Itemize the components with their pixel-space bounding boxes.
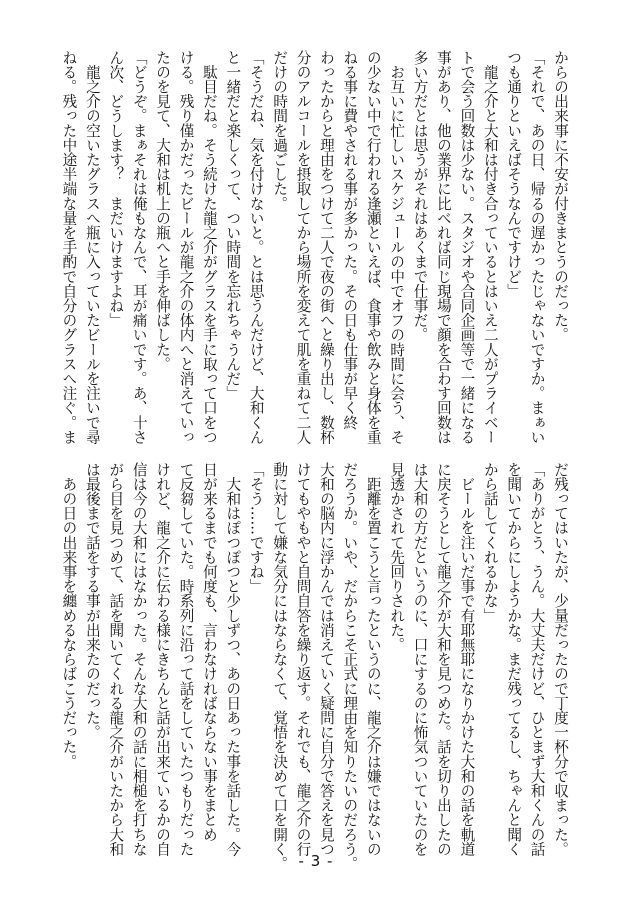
text-line: て反芻していた。時系列に沿って話をしていたつもりだった (177, 462, 195, 857)
text-line: だろうか。いや、だからこそ正式に理由を知りたいのだろう。 (341, 462, 359, 871)
text-line: 距離を置こうと言ったというのに、龍之介は嫌ではないの (364, 462, 382, 857)
text-line: 龍之介の空いたグラスへ瓶に入っていたビールを注いで尋 (83, 50, 101, 445)
text-line: ねる事に費やされる事が多かった。その日も仕事が早く終 (341, 50, 359, 430)
text-line: 「そう……ですね」 (247, 462, 265, 594)
text-column-bottom (52, 462, 572, 871)
text-line: 「それで、あの日、帰るの遅かったじゃないですか。まぁい (528, 50, 546, 445)
text-line: 事があり、他の業界に比べれば同じ現場で顔を合わす回数は (434, 50, 452, 445)
text-line: 見透かされて先回りされた。 (388, 462, 406, 652)
page-number: - 3 - (298, 852, 334, 870)
text-line: あの日の出来事を纏めるならばこうだった。 (60, 462, 78, 769)
text-line: 大和はぽつぽつと少しずつ、あの日あった事を話した。今 (224, 462, 242, 857)
text-line: だ残ってはいたが、少量だったので丁度一杯分で収まった。 (552, 462, 569, 857)
text-line: 動に対して嫌な気分にはならなくて、覚悟を決めて口を開く。 (271, 462, 289, 871)
text-line: に戻そうとして龍之介が大和を見つめた。話を切り出したの (434, 462, 452, 857)
text-line: は最後まで話をする事が出来たのだった。 (83, 462, 101, 740)
text-line: けてもやもやと自問自答を繰り返す。それでも、龍之介の行 (294, 462, 312, 857)
text-line: お互いに忙しいスケジュールの中でオフの時間に会う、そ (388, 50, 406, 445)
text-line: の少ない中で行われる逢瀬といえば、食事や飲みと身体を重 (364, 50, 382, 445)
text-line: 龍之介と大和は付き合っているとはいえ二人がプライベー (481, 50, 499, 445)
text-line: を聞いてからにしようかな。まだ残ってるし、ちゃんと聞く (505, 462, 523, 857)
text-line: 「ありがとう、うん。大丈夫だけど、ひとまず大和くんの話 (528, 462, 546, 857)
text-line: だけの時間を過ごした。 (271, 50, 289, 211)
text-line: 「どうぞ。まぁそれは俺もなんで、耳が痛いです。あ、十さ (130, 50, 148, 445)
text-line: 日が来るまでも何度も、言わなければならない事をまとめ (200, 462, 218, 842)
text-column-top (52, 50, 572, 445)
text-line: 大和の脳内に浮かんでは消えていく疑問に自分で答えを見つ (317, 462, 335, 857)
text-line: 信は今の大和にはなかった。そんな大和の話に相槌を打ちな (130, 462, 148, 857)
text-line: ビールを注いだ事で有耶無耶になりかけた大和の話を軌道 (458, 462, 476, 857)
text-line: つも通りといえばそうなんですけど」 (505, 50, 523, 299)
text-line: たのを見て、大和は机上の瓶へと手を伸ばした。 (154, 50, 172, 372)
text-line: トで会う回数は少ない。スタジオや合同企画等で一緒になる (458, 50, 476, 445)
text-line: は大和の方だというのに、口にするのに怖気ついていたのを (411, 462, 429, 857)
text-line: けれど、龍之介に伝わる様にきちんと話が出来ているかの自 (154, 462, 172, 857)
text-line: がら目を見つめて、話を聞いてくれる龍之介がいたから大和 (107, 462, 125, 857)
text-line: から話してくれるかな」 (481, 462, 499, 623)
text-line: 分のアルコールを摂取してから場所を変えて肌を重ねて二人 (294, 50, 312, 445)
text-line: ん次、どうします？ まだいけますよね」 (107, 50, 125, 328)
text-line: 「そうだね、気を付けないと。とは思うんだけど、大和くん (247, 50, 265, 445)
text-line: と一緒だと楽しくって、つい時間を忘れちゃうんだ」 (224, 50, 242, 401)
text-line: わったからと理由をつけて二人で夜の街へと繰り出し、数杯 (317, 50, 335, 445)
text-line: 駄目だね。そう続けた龍之介がグラスを手に取って口をつ (200, 50, 218, 445)
text-line: ける。残り僅かだったビールが龍之介の体内へと消えていっ (177, 50, 195, 445)
text-line: 多い方だとは思うがそれはあくまで仕事だ。 (411, 50, 429, 342)
text-line: ねる。残った中途半端な量を手酌で自分のグラスへ注ぐ。ま (60, 50, 78, 445)
text-line: からの出来事に不安が付きまとうのだった。 (552, 50, 569, 342)
